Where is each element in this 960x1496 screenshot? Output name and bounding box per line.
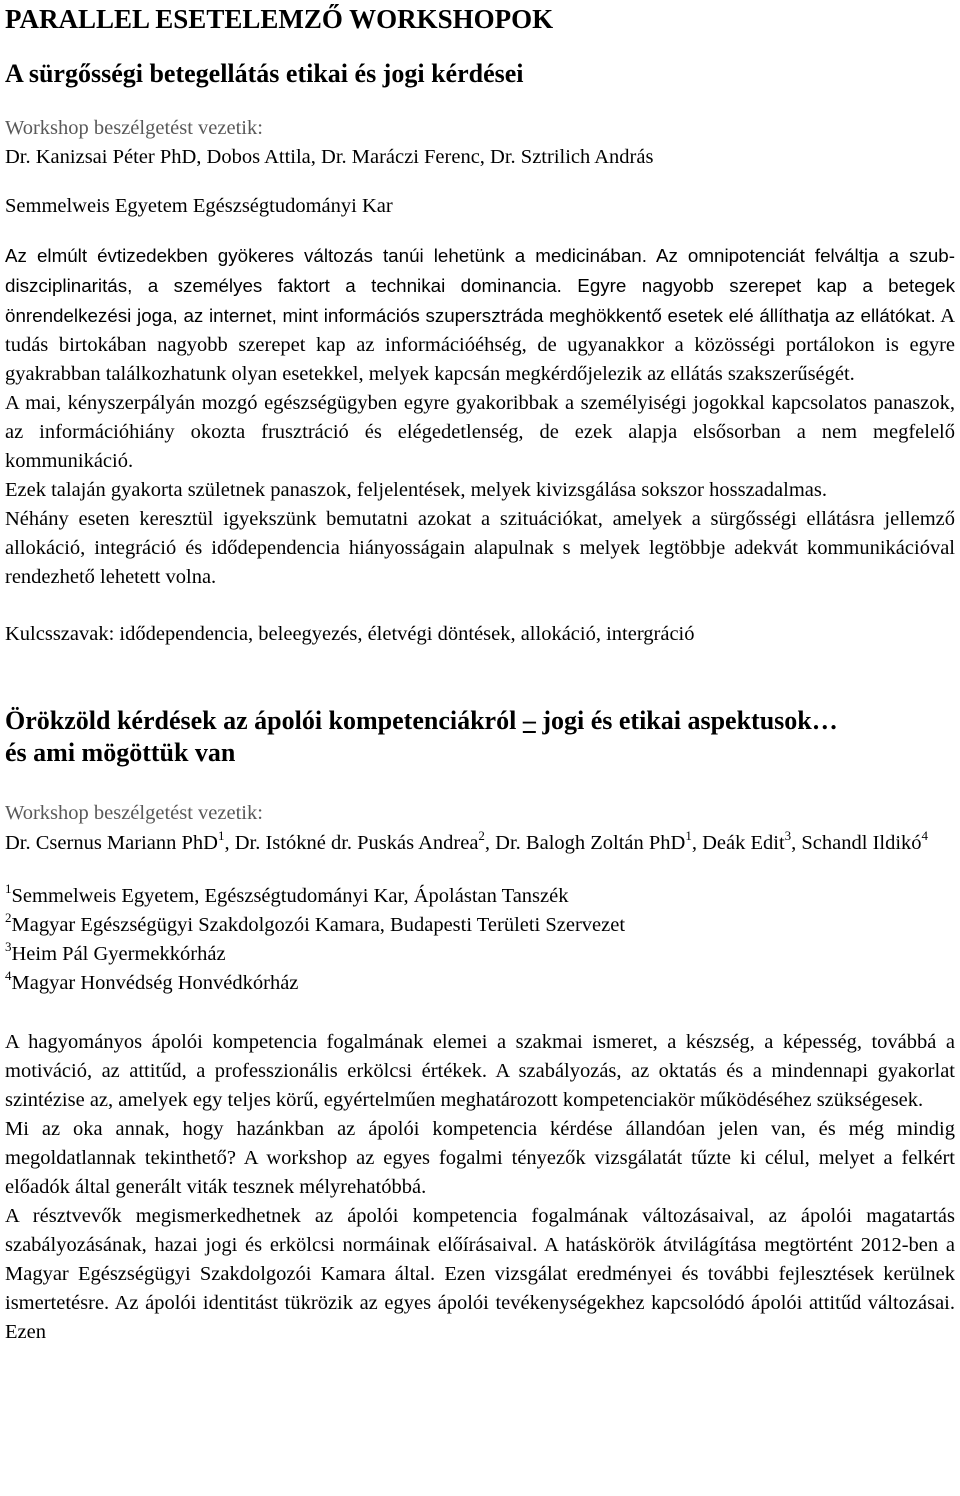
author-2: , Dr. Istókné dr. Puskás Andrea [224, 832, 479, 854]
keywords-line: Kulcsszavak: idődependencia, beleegyezés, életvégi döntések, allokáció, intergráció [5, 623, 695, 645]
workshop-title-emergency-care: A sürgősségi betegellátás etikai és jogi kérdései [5, 59, 524, 88]
affiliation-number: 1 [5, 881, 12, 896]
body-paragraph-1: A hagyományos ápolói kompetencia fogalmának elemei a szakmai ismeret, a készség, a képesség, továbbá a motiváció, az attitűd, a professzionális erkölcsi értékek. A szabályozás, az oktatás és a mindennapi gyakorlat szintézise az, amelyek egy teljes körű, egyértelműen meghatározott kompetenciakör működéséhez szükségesek. [5, 1031, 955, 1111]
moderators-block-2 [5, 799, 955, 858]
author-3: , Dr. Balogh Zoltán PhD [484, 832, 686, 854]
author-5-affil: 4 [921, 828, 929, 843]
title-part-2: jogi és etikai aspektusok… [542, 706, 838, 735]
affiliation-number: 3 [5, 939, 12, 954]
title-part-1: Örökzöld kérdések az ápolói kompetenciákról [5, 706, 517, 735]
affiliation-item [5, 969, 955, 998]
abstract-sans-text: Az elmúlt évtizedekben gyökeres változás tanúi lehetünk a medicinában. Az omnipotenciát felváltja a szub-diszciplinaritás, a személyes faktort a technikai dominancia. Egyre nagyobb szerepet kap a betegek önrendelkezési joga, az internet, mint információs szupersztráda meghökkentő esetek elé állíthatja az ellátókat. [5, 245, 955, 326]
affiliation-item [5, 882, 955, 911]
affiliation-number: 4 [5, 968, 12, 983]
moderators-block-1 [5, 114, 955, 172]
affiliations-list [5, 882, 955, 998]
affiliation-item [5, 911, 955, 940]
affiliation-text: Magyar Honvédség Honvédkórház [11, 972, 299, 994]
author-5: , Schandl Ildikó [791, 832, 922, 854]
moderators-label: Workshop beszélgetést vezetik: [5, 117, 263, 139]
abstract-serif-text: A tudás birtokában nagyobb szerepet kap az információéhség, de ugyanakkor a közösségi portálokon is egyre gyakrabban találkozhatunk olyan esetekkel, melyek kapcsán megkérdőjelezik az ellátás szakszerűségét. [5, 305, 955, 385]
body-paragraph-2: Mi az oka annak, hogy hazánkban az ápolói kompetencia kérdése állandóan jelen van, és még mindig megoldatlannak tekinthető? A workshop az egyes fogalmi tényezők vizsgálatát tűzte ki célul, melyet a felkért előadók által generált viták tesznek mélyrehatóbbá. [5, 1118, 955, 1198]
author-4: , Deák Edit [691, 832, 785, 854]
abstract-paragraph-3: Ezek talaján gyakorta születnek panaszok, feljelentések, melyek kivizsgálása sokszor hosszadalmas. [5, 479, 827, 501]
author-1-affil: 1 [217, 828, 225, 843]
affiliation-text: Semmelweis Egyetem, Egészségtudományi Kar, Ápolástan Tanszék [11, 885, 569, 907]
section-heading: PARALLEL ESETELEMZŐ WORKSHOPOK [5, 4, 554, 34]
author-4-affil: 3 [784, 828, 792, 843]
affiliation-text: Heim Pál Gyermekkórház [11, 943, 226, 965]
moderators-names: Dr. Kanizsai Péter PhD, Dobos Attila, Dr. Maráczi Ferenc, Dr. Sztrilich András [5, 146, 654, 168]
abstract-paragraph-2: A mai, kényszerpályán mozgó egészségügyben egyre gyakoribbak a személyiségi jogokkal kapcsolatos panaszok, az információhiány okozta frusztráció és elégedetlenség, de ezek alapja elsősorban a nem megfelelő kommunikáció. [5, 392, 955, 472]
author-2-affil: 2 [478, 828, 485, 843]
abstract-paragraph-4: Néhány eseten keresztül igyekszünk bemutatni azokat a szituációkat, amelyek a sürgősségi ellátásra jellemző allokáció, integráció és idődependencia hiányosságain alapulnak s melyek legtöbbje adekvát kommunikációval rendezhető lehetett volna. [5, 508, 955, 588]
body-paragraph-3: A résztvevők megismerkedhetnek az ápolói kompetencia fogalmának változásaival, az ápolói magatartás szabályozásának, hazai jogi és erkölcsi normáinak előírásaival. A hatáskörök átvilágítása megtörtént 2012-ben a Magyar Egészségügyi Szakdolgozói Kamara által. Ezen vizsgálat eredményei és további fejlesztések kerülnek ismertetésre. Az ápolói identitást tükrözik az egyes ápolói tevékenységekhez kapcsolódó ápolói attitűd változásai. Ezen [5, 1205, 955, 1343]
workshop-title-nursing-competence [5, 705, 955, 769]
author-1: Dr. Csernus Mariann PhD [5, 832, 218, 854]
affiliation-number: 2 [5, 910, 12, 925]
title-line-2: és ami mögöttük van [5, 738, 236, 767]
affiliation-item [5, 940, 955, 969]
document-page [5, 0, 955, 1347]
abstract-paragraph-1 [5, 241, 955, 389]
author-3-affil: 1 [685, 828, 692, 843]
authors-line [5, 828, 955, 858]
affiliation-text: Magyar Egészségügyi Szakdolgozói Kamara, Budapesti Területi Szervezet [11, 914, 626, 936]
moderators-label-2: Workshop beszélgetést vezetik: [5, 802, 263, 824]
institution: Semmelweis Egyetem Egészségtudományi Kar [5, 195, 393, 217]
title-dash: – [522, 706, 536, 735]
